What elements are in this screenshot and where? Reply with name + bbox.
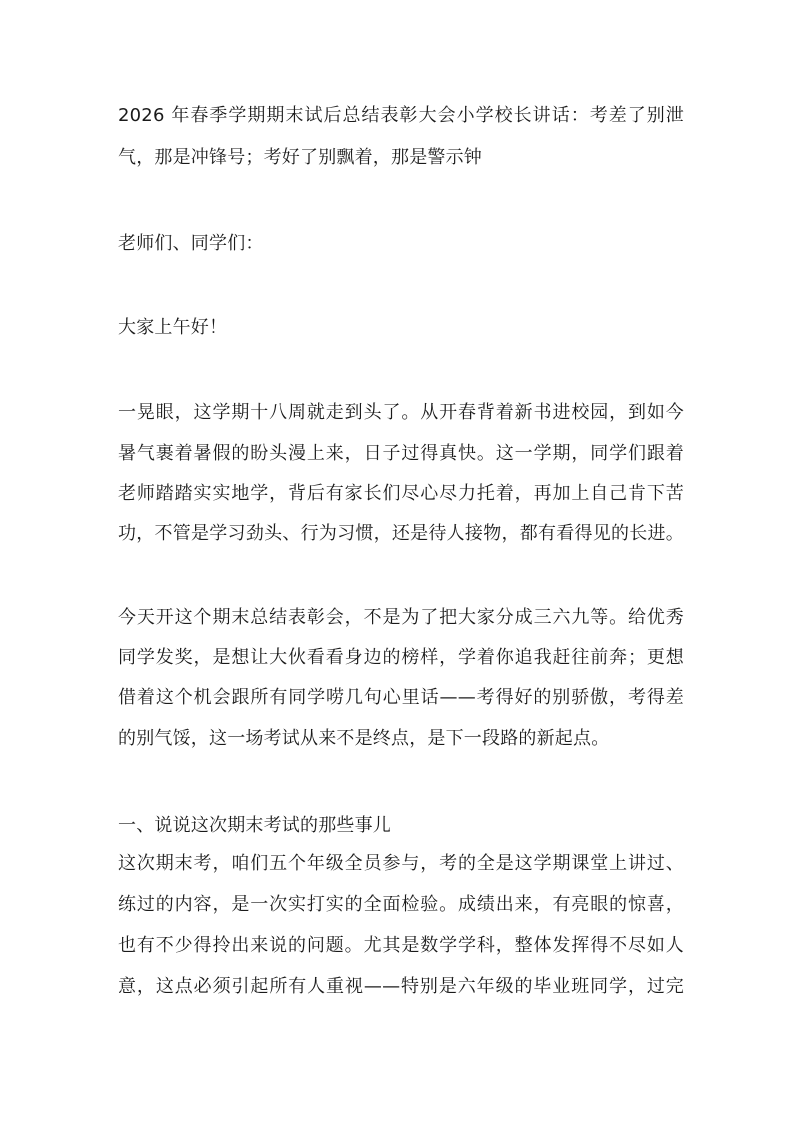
paragraph1-line-2: 暑气裹着暑假的盼头漫上来，日子过得真快。这一学期，同学们跟着 [118, 443, 684, 464]
paragraph2-line-3: 借着这个机会跟所有同学唠几句心里话——考得好的别骄傲，考得差 [118, 687, 684, 708]
section1-line-2: 练过的内容，是一次实打实的全面检验。成绩出来，有亮眼的惊喜， [118, 894, 684, 915]
salutation: 老师们、同学们： [118, 233, 264, 254]
paragraph1-line-3: 老师踏踏实实地学，背后有家长们尽心尽力托着，再加上自己肯下苦 [118, 483, 684, 504]
greeting: 大家上午好！ [118, 317, 228, 338]
title-line-1: 2026 年春季学期期末试后总结表彰大会小学校长讲话：考差了别泄 [118, 105, 684, 126]
paragraph2-line-4: 的别气馁，这一场考试从来不是终点，是下一段路的新起点。 [118, 728, 610, 749]
paragraph1-line-4: 功，不管是学习劲头、行为习惯，还是待人接物，都有看得见的长进。 [118, 523, 684, 544]
section1-line-1: 这次期末考，咱们五个年级全员参与，考的全是这学期课堂上讲过、 [118, 853, 684, 874]
section1-heading: 一、说说这次期末考试的那些事儿 [118, 815, 391, 836]
title-line-2: 气，那是冲锋号；考好了别飘着，那是警示钟 [118, 147, 482, 168]
section1-line-4: 意，这点必须引起所有人重视——特别是六年级的毕业班同学，过完 [118, 976, 684, 997]
paragraph2-line-2: 同学发奖，是想让大伙看看身边的榜样，学着你追我赶往前奔；更想 [118, 647, 684, 668]
section1-line-3: 也有不少得拎出来说的问题。尤其是数学学科，整体发挥得不尽如人 [118, 935, 684, 956]
paragraph2-line-1: 今天开这个期末总结表彰会，不是为了把大家分成三六九等。给优秀 [118, 607, 684, 628]
paragraph1-line-1: 一晃眼，这学期十八周就走到头了。从开春背着新书进校园，到如今 [118, 402, 684, 423]
